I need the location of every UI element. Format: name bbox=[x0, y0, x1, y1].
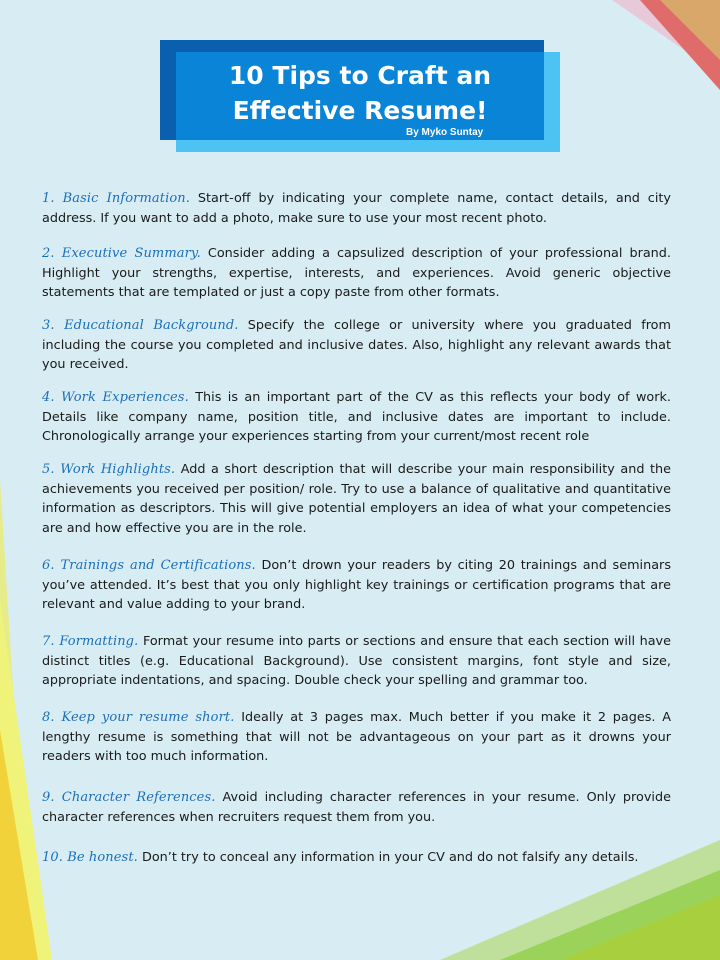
tip-heading: 10. Be honest. bbox=[42, 850, 138, 865]
tip-be-honest bbox=[42, 848, 671, 868]
tip-heading: 2. Executive Summary. bbox=[42, 246, 201, 261]
tip-work-experiences bbox=[42, 388, 671, 447]
tip-heading: 3. Educational Background. bbox=[42, 318, 239, 333]
tip-work-highlights bbox=[42, 460, 671, 539]
tip-executive-summary bbox=[42, 244, 671, 303]
tip-body: Format your resume into parts or sections and ensure that each section will have distinct titles (e.g. Educational Background). Use consistent margins, font style and size, appropriate indentations, and spacing. Double check your spelling and grammar too. bbox=[42, 634, 671, 689]
tip-body: Add a short description that will describe your main responsibility and the achievements you received per position/ role. Try to use a balance of qualitative and quantitative information as descriptors. This will give potential employers an idea of what your competencies are and how effective you are in the role. bbox=[42, 462, 671, 537]
page-title-line-2: Effective Resume! bbox=[232, 96, 488, 125]
tip-heading: 7. Formatting. bbox=[42, 634, 139, 649]
tip-trainings-certifications bbox=[42, 556, 671, 615]
tip-body: Don’t try to conceal any information in your CV and do not falsify any details. bbox=[141, 850, 639, 865]
tip-heading: 4. Work Experiences. bbox=[42, 390, 189, 405]
page-title bbox=[176, 58, 544, 128]
tip-heading: 5. Work Highlights. bbox=[42, 462, 176, 477]
author-byline: By Myko Suntay bbox=[406, 127, 484, 138]
tip-heading: 8. Keep your resume short. bbox=[42, 710, 235, 725]
tip-body: Avoid including character references in your resume. Only provide character references when recruiters request them from you. bbox=[42, 790, 671, 825]
tip-heading: 9. Character References. bbox=[42, 790, 216, 805]
tip-basic-information bbox=[42, 189, 671, 228]
tip-formatting bbox=[42, 632, 671, 691]
tip-body: This is an important part of the CV as this reflects your body of work. Details like company name, position title, and inclusive dates are important to include. Chronologically arrange your experiences starting from your current/most recent role bbox=[42, 390, 671, 445]
tip-educational-background bbox=[42, 316, 671, 375]
tip-heading: 1. Basic Information. bbox=[42, 191, 190, 206]
page-title-line-1: 10 Tips to Craft an bbox=[228, 61, 492, 90]
tip-character-references bbox=[42, 788, 671, 827]
tip-body: Specify the college or university where you graduated from including the course you completed and inclusive dates. Also, highlight any relevant awards that you received. bbox=[42, 318, 671, 373]
tip-body: Don’t drown your readers by citing 20 trainings and seminars you’ve attended. It’s best that you only highlight key trainings or certification programs that are relevant and value adding to your brand. bbox=[42, 558, 671, 613]
tip-heading: 6. Trainings and Certifications. bbox=[42, 558, 256, 573]
tip-keep-resume-short bbox=[42, 708, 671, 767]
tip-body: Ideally at 3 pages max. Much better if you make it 2 pages. A lengthy resume is something that will not be advantageous on your part as it drowns your readers with too much information. bbox=[42, 710, 671, 765]
tip-body: Consider adding a capsulized description of your professional brand. Highlight your strengths, expertise, interests, and experiences. Avoid generic objective statements that are templated or just a copy paste from other formats. bbox=[42, 246, 671, 301]
tip-body: Start-off by indicating your complete name, contact details, and city address. If you want to add a photo, make sure to use your most recent photo. bbox=[42, 191, 671, 226]
